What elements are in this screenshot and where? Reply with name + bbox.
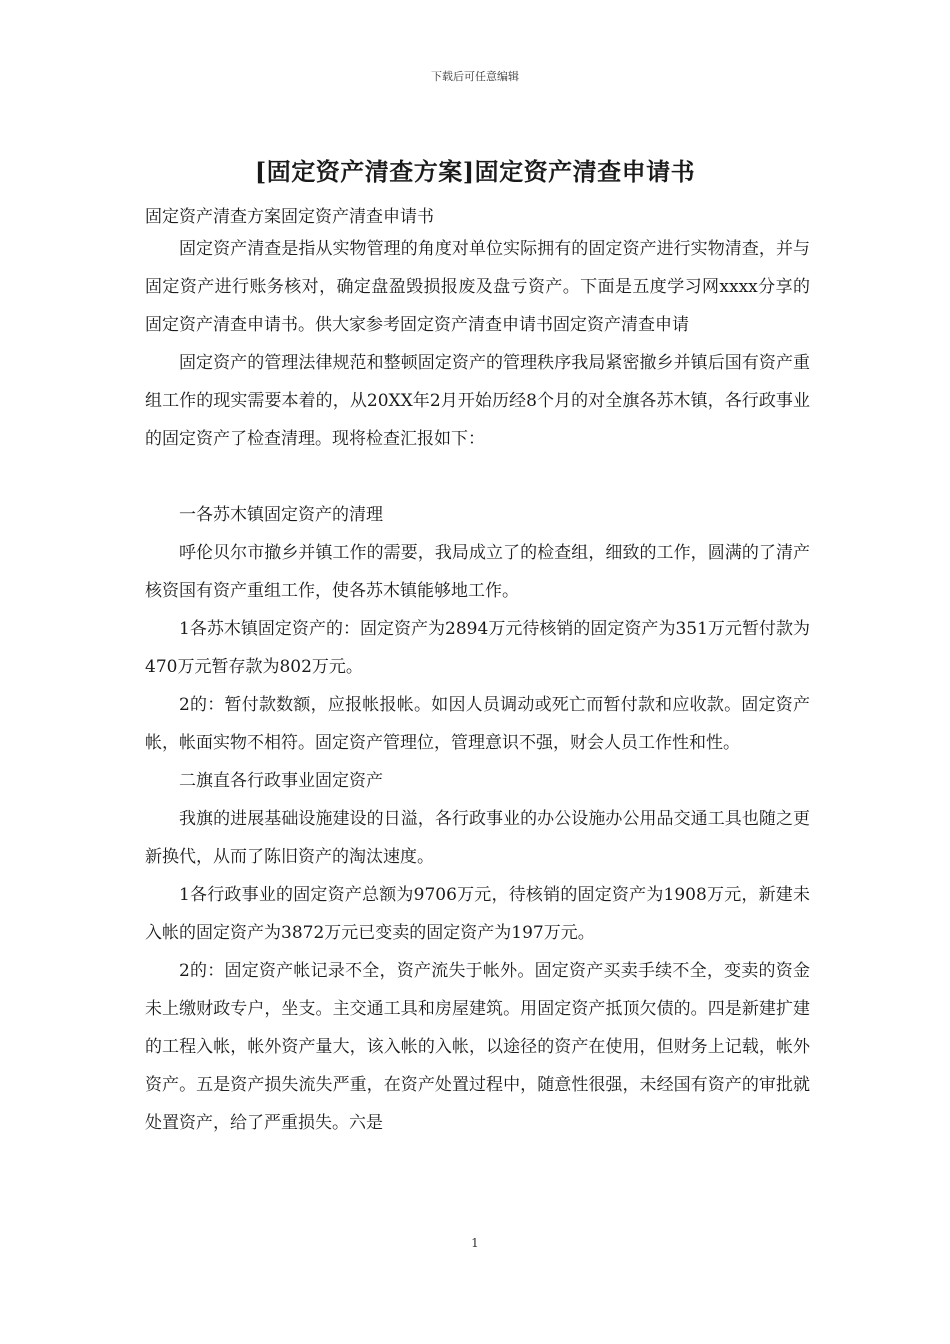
document-body [145, 230, 810, 1142]
section-heading: 一各苏木镇固定资产的清理 [179, 505, 383, 525]
paragraph: 呼伦贝尔市撤乡并镇工作的需要，我局成立了的检查组，细致的工作，圆满的了清产核资国有资产重组工作，使各苏木镇能够地工作。 [145, 543, 810, 601]
paragraph: 固定资产的管理法律规范和整顿固定资产的管理秩序我局紧密撤乡并镇后国有资产重组工作的现实需要本着的，从20XX年2月开始历经8个月的对全旗各苏木镇，各行政事业的固定资产了检查清理。现将检查汇报如下： [145, 353, 810, 449]
paragraph: 2的：固定资产帐记录不全，资产流失于帐外。固定资产买卖手续不全，变卖的资金未上缴财政专户，坐支。主交通工具和房屋建筑。用固定资产抵顶欠债的。四是新建扩建的工程入帐，帐外资产量大，该入帐的入帐，以途径的资产在使用，但财务上记载，帐外资产。五是资产损失流失严重，在资产处置过程中，随意性很强，未经国有资产的审批就处置资产，给了严重损失。六是 [145, 961, 810, 1133]
document-subtitle: 固定资产清查方案固定资产清查申请书 [145, 207, 434, 227]
paragraph: 固定资产清查是指从实物管理的角度对单位实际拥有的固定资产进行实物清查，并与固定资产进行账务核对，确定盘盈毁损报废及盘亏资产。下面是五度学习网xxxx分享的固定资产清查申请书。供大家参考固定资产清查申请书固定资产清查申请 [145, 239, 810, 335]
section-heading: 二旗直各行政事业固定资产 [179, 771, 383, 791]
paragraph: 1各行政事业的固定资产总额为9706万元，待核销的固定资产为1908万元，新建未入帐的固定资产为3872万元已变卖的固定资产为197万元。 [145, 885, 810, 943]
paragraph: 1各苏木镇固定资产的：固定资产为2894万元待核销的固定资产为351万元暂付款为470万元暂存款为802万元。 [145, 619, 810, 677]
page-number: 1 [471, 1236, 479, 1250]
paragraph: 我旗的进展基础设施建设的日溢，各行政事业的办公设施办公用品交通工具也随之更新换代，从而了陈旧资产的淘汰速度。 [145, 809, 810, 867]
header-note: 下载后可任意编辑 [431, 70, 519, 83]
paragraph: 2的：暂付款数额，应报帐报帐。如因人员调动或死亡而暂付款和应收款。固定资产帐，帐面实物不相符。固定资产管理位，管理意识不强，财会人员工作性和性。 [145, 695, 810, 753]
document-title: [固定资产清查方案]固定资产清查申请书 [254, 157, 696, 186]
